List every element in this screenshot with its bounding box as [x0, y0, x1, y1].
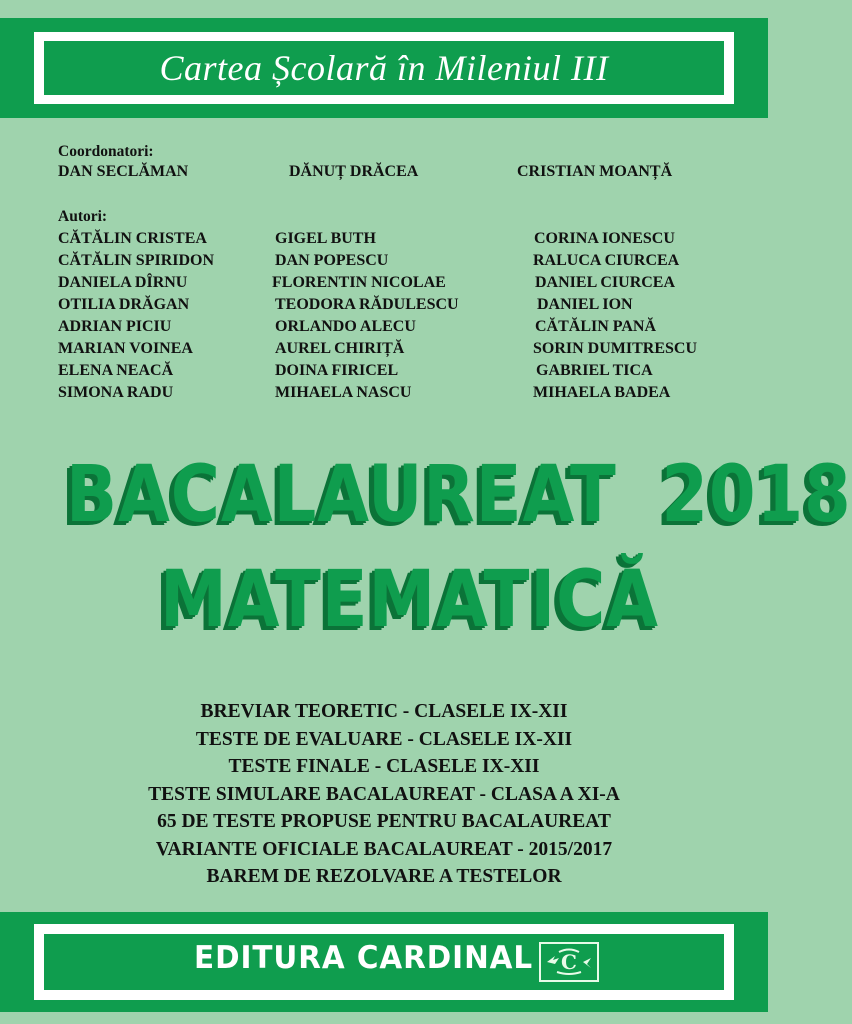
- author-name: CĂTĂLIN SPIRIDON: [58, 252, 215, 269]
- svg-text:C: C: [561, 950, 577, 974]
- author-name: DAN POPESCU: [275, 252, 389, 269]
- authors-label: Autori:: [58, 208, 108, 225]
- cardinal-logo-icon: [539, 942, 599, 982]
- contents-item: TESTE SIMULARE BACALAUREAT - CLASA A XI-A: [148, 783, 620, 805]
- author-name: RALUCA CIURCEA: [533, 252, 680, 269]
- series-banner-inner: [44, 41, 724, 95]
- contents-item: 65 DE TESTE PROPUSE PENTRU BACALAUREAT: [157, 811, 611, 832]
- author-name: ADRIAN PICIU: [58, 318, 172, 335]
- author-name: GABRIEL TICA: [536, 362, 653, 379]
- author-name: ELENA NEACĂ: [58, 362, 174, 379]
- main-title-line-2: MATEMATICĂ: [160, 555, 659, 645]
- author-name: DOINA FIRICEL: [275, 362, 399, 379]
- main-title-line-1: [66, 450, 852, 540]
- author-name: CĂTĂLIN PANĂ: [535, 318, 657, 335]
- series-banner: [0, 18, 768, 118]
- publisher-banner: [0, 912, 768, 1012]
- contents-list: [0, 698, 768, 891]
- author-name: GIGEL BUTH: [275, 230, 376, 247]
- series-title: Cartea Școlară în Mileniul III: [159, 48, 609, 88]
- author-name: ORLANDO ALECU: [275, 318, 416, 335]
- contents-item: TESTE FINALE - CLASELE IX-XII: [228, 756, 540, 777]
- author-name: MARIAN VOINEA: [58, 340, 193, 357]
- author-name: CĂTĂLIN CRISTEA: [58, 230, 207, 247]
- coordinators-label: Coordonatori:: [58, 143, 154, 160]
- contents-item: BREVIAR TEORETIC - CLASELE IX-XII: [200, 701, 568, 722]
- author-name: AUREL CHIRIȚĂ: [275, 340, 405, 357]
- author-name: CORINA IONESCU: [534, 230, 675, 247]
- contents-item: BAREM DE REZOLVARE A TESTELOR: [206, 866, 562, 887]
- coordinator-name: DAN SECLĂMAN: [58, 163, 189, 180]
- author-name: MIHAELA BADEA: [533, 384, 671, 401]
- main-title-word: BACALAUREAT: [66, 450, 617, 540]
- main-title-year: 2018: [661, 450, 852, 540]
- coordinator-name: CRISTIAN MOANȚĂ: [517, 163, 673, 180]
- author-name: DANIEL ION: [537, 296, 633, 313]
- author-name: TEODORA RĂDULESCU: [275, 296, 459, 313]
- author-name: FLORENTIN NICOLAE: [272, 274, 446, 291]
- contents-item: VARIANTE OFICIALE BACALAUREAT - 2015/2017: [155, 838, 613, 860]
- author-name: DANIEL CIURCEA: [535, 274, 676, 291]
- coordinator-name: DĂNUȚ DRĂCEA: [289, 163, 419, 180]
- author-name: OTILIA DRĂGAN: [58, 296, 190, 313]
- author-name: SORIN DUMITRESCU: [533, 340, 698, 357]
- author-name: MIHAELA NASCU: [275, 384, 412, 401]
- publisher-name: EDITURA CARDINAL: [194, 940, 534, 976]
- author-name: DANIELA DÎRNU: [58, 274, 188, 291]
- cardinal-logo-graphic: [543, 946, 595, 978]
- contents-item: TESTE DE EVALUARE - CLASELE IX-XII: [195, 728, 573, 750]
- author-name: SIMONA RADU: [58, 384, 174, 401]
- series-banner-frame: [34, 32, 734, 104]
- publisher-banner-inner: [44, 934, 724, 990]
- publisher-banner-frame: [34, 924, 734, 1000]
